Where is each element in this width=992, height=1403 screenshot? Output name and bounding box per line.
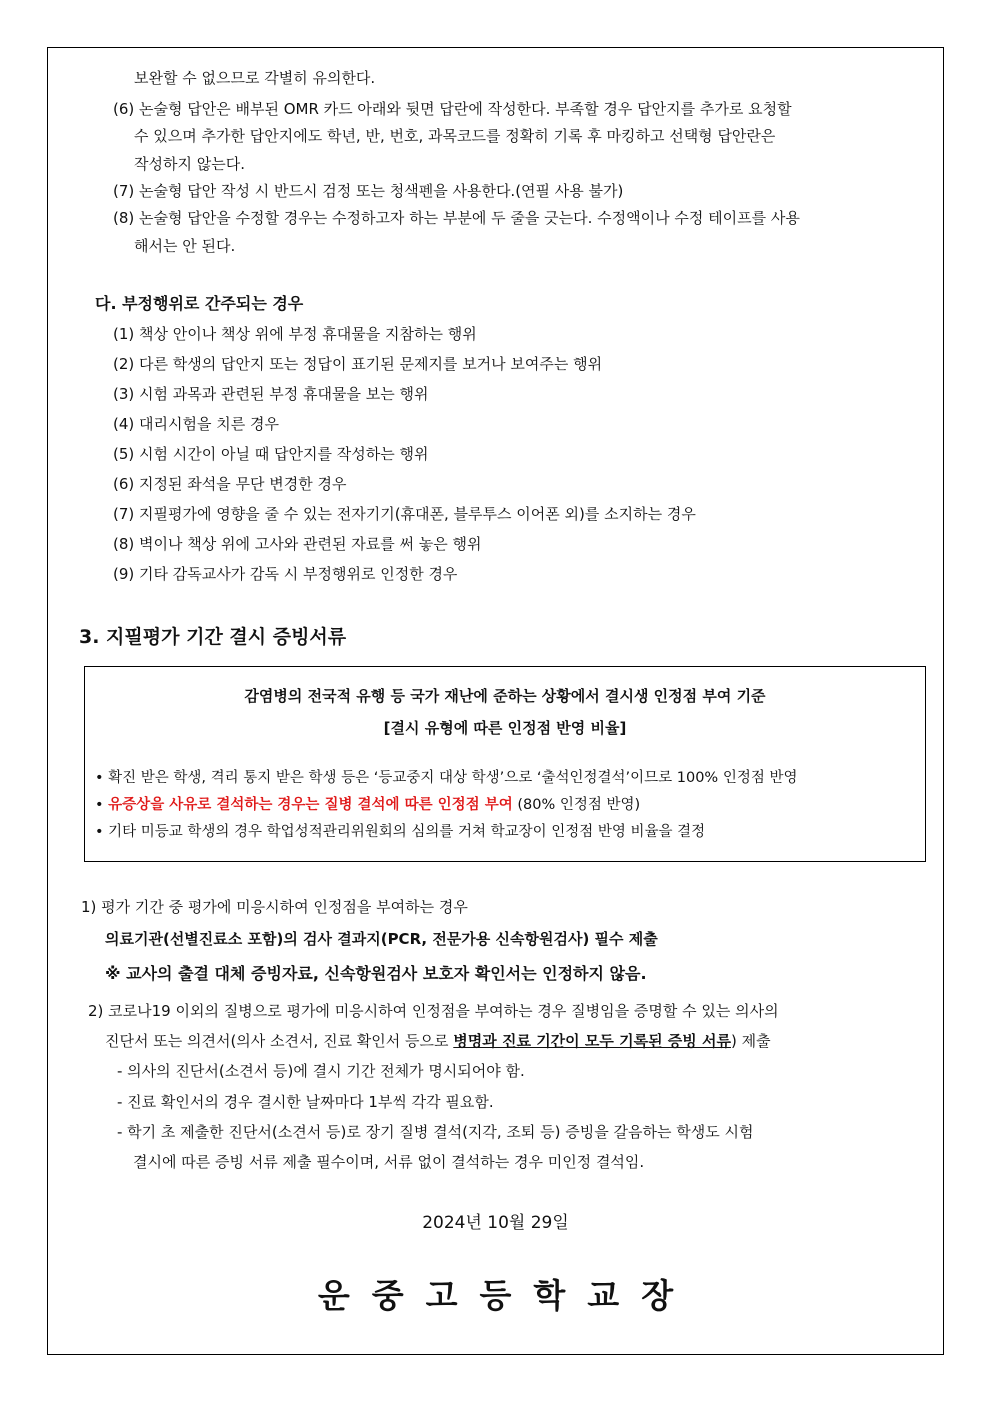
dash-item: - 진료 확인서의 경우 결시한 날짜마다 1부씩 각각 필요함. <box>117 1093 494 1111</box>
box-bullet: • 유증상을 사유로 결석하는 경우는 질병 결석에 따른 인정점 부여 (80% 인정점 반영) <box>95 797 641 813</box>
document-date: 2024년 10월 29일 <box>422 1213 569 1233</box>
box-subtitle: [결시 유형에 따른 인정점 반영 비율] <box>383 719 627 737</box>
note-warning: ※ 교사의 출결 대체 증빙자료, 신속항원검사 보호자 확인서는 인정하지 않음. <box>105 964 647 983</box>
dash-item: - 학기 초 제출한 진단서(소견서 등)로 장기 질병 결석(지각, 조퇴 등) 증빙을 갈음하는 학생도 시험 <box>117 1123 754 1141</box>
list-item: (6) 논술형 답안은 배부된 OMR 카드 아래와 뒷면 답란에 작성한다. 부족할 경우 답안지를 추가로 요청할 <box>113 100 792 118</box>
box-title: 감염병의 전국적 유행 등 국가 재난에 준하는 상황에서 결시생 인정점 부여 기준 <box>244 687 766 705</box>
highlight-text: 유증상을 사유로 결석하는 경우는 질병 결석에 따른 인정점 부여 <box>108 797 513 813</box>
list-item: (8) 논술형 답안을 수정할 경우는 수정하고자 하는 부분에 두 줄을 긋는다. 수정액이나 수정 테이프를 사용 <box>113 209 800 227</box>
underlined-text: 병명과 진료 기간이 모두 기록된 증빙 서류 <box>453 1032 731 1050</box>
text-line: 결시에 따른 증빙 서류 제출 필수이며, 서류 없이 결석하는 경우 미인정 결석임. <box>133 1153 645 1171</box>
subsection-title: 다. 부정행위로 간주되는 경우 <box>95 294 304 313</box>
list-item: (1) 책상 안이나 책상 위에 부정 휴대물을 지참하는 행위 <box>113 325 477 343</box>
note-item: 2) 코로나19 이외의 질병으로 평가에 미응시하여 인정점을 부여하는 경우 질병임을 증명할 수 있는 의사의 <box>88 1002 779 1020</box>
text-line: 보완할 수 없으므로 각별히 유의한다. <box>134 69 376 87</box>
box-bullet: • 확진 받은 학생, 격리 통지 받은 학생 등은 ‘등교중지 대상 학생’으로 ‘출석인정결석’이므로 100% 인정점 반영 <box>95 770 798 786</box>
list-item: (6) 지정된 좌석을 무단 변경한 경우 <box>113 475 347 493</box>
note-item: 진단서 또는 의견서(의사 소견서, 진료 확인서 등으로 병명과 진료 기간이 모두 기록된 증빙 서류) 제출 <box>105 1032 771 1050</box>
list-item: (2) 다른 학생의 답안지 또는 정답이 표기된 문제지를 보거나 보여주는 행위 <box>113 355 603 373</box>
text-line: 수 있으며 추가한 답안지에도 학년, 반, 번호, 과목코드를 정확히 기록 후 마킹하고 선택형 답안란은 <box>134 127 776 145</box>
list-item: (7) 지필평가에 영향을 줄 수 있는 전자기기(휴대폰, 블루투스 이어폰 외)를 소지하는 경우 <box>113 505 696 523</box>
box-bullet: • 기타 미등교 학생의 경우 학업성적관리위원회의 심의를 거쳐 학교장이 인정점 반영 비율을 결정 <box>95 824 706 840</box>
note-detail: 의료기관(선별진료소 포함)의 검사 결과지(PCR, 전문가용 신속항원검사) 필수 제출 <box>105 930 658 948</box>
section-heading: 3. 지필평가 기간 결시 증빙서류 <box>79 626 347 648</box>
list-item: (8) 벽이나 책상 위에 고사와 관련된 자료를 써 놓은 행위 <box>113 535 482 553</box>
principal-signature: 운중고등학교장 <box>317 1276 696 1315</box>
list-item: (4) 대리시험을 치른 경우 <box>113 415 279 433</box>
list-item: (9) 기타 감독교사가 감독 시 부정행위로 인정한 경우 <box>113 565 458 583</box>
note-item: 1) 평가 기간 중 평가에 미응시하여 인정점을 부여하는 경우 <box>81 898 468 916</box>
text-line: 해서는 안 된다. <box>134 237 236 255</box>
list-item: (3) 시험 과목과 관련된 부정 휴대물을 보는 행위 <box>113 385 429 403</box>
text-line: 작성하지 않는다. <box>134 155 245 173</box>
list-item: (5) 시험 시간이 아닐 때 답안지를 작성하는 행위 <box>113 445 429 463</box>
dash-item: - 의사의 진단서(소견서 등)에 결시 기간 전체가 명시되어야 함. <box>117 1062 525 1080</box>
list-item: (7) 논술형 답안 작성 시 반드시 검정 또는 청색펜을 사용한다.(연필 사용 불가) <box>113 182 624 200</box>
